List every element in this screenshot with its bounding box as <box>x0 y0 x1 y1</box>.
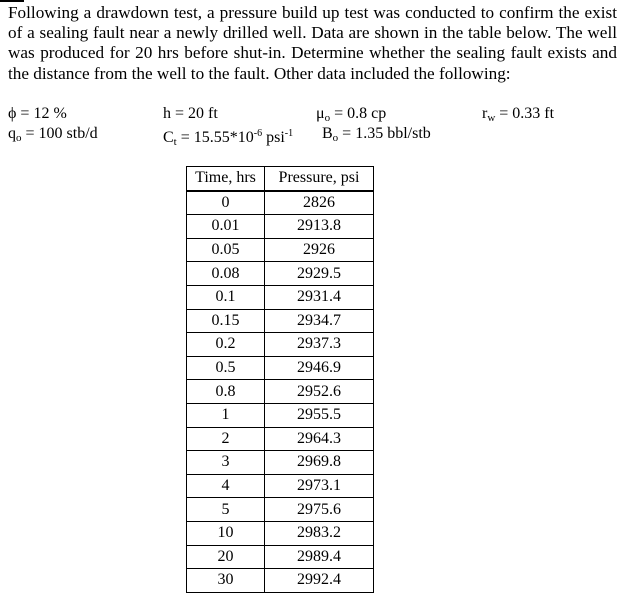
pressure-cell: 2934.7 <box>265 309 374 333</box>
pressure-cell: 2926 <box>265 238 374 262</box>
table-row <box>187 285 374 309</box>
table-row <box>187 262 374 286</box>
table-row <box>187 215 374 239</box>
pressure-cell: 2969.8 <box>265 451 374 475</box>
compressibility-value: $C_t = 15.55*10^{-6}$ psi$^{-1}$ <box>163 128 294 148</box>
pressure-cell: 2952.6 <box>265 380 374 404</box>
problem-statement: Following a drawdown test, a pressure build up test was conducted to confirm the exist of a sealing fault near a newly drilled well. Data are shown in the table below. The well was produced for 20 hrs before shut-in. Determine whether the sealing fault exists and the distance from the well to the fault. Other data included the following: <box>8 3 617 83</box>
time-cell: 0.5 <box>187 356 265 380</box>
top-rule <box>0 0 24 2</box>
time-cell: 4 <box>187 474 265 498</box>
porosity-value: ϕ = 12 % <box>8 105 67 122</box>
time-cell: 30 <box>187 569 265 593</box>
viscosity-value: $\mu_o = 0.8$ cp <box>316 105 387 124</box>
pressure-cell: 2937.3 <box>265 333 374 357</box>
pressure-cell: 2913.8 <box>265 215 374 239</box>
time-cell: 10 <box>187 521 265 545</box>
pressure-cell: 2929.5 <box>265 262 374 286</box>
table-row <box>187 474 374 498</box>
table-row <box>187 403 374 427</box>
thickness-value: h = 20 ft <box>163 105 218 122</box>
time-cell: 0.1 <box>187 285 265 309</box>
time-header: Time, hrs <box>187 167 265 191</box>
pressure-cell: 2989.4 <box>265 545 374 569</box>
time-cell: 3 <box>187 451 265 475</box>
pressure-cell: 2975.6 <box>265 498 374 522</box>
table-row <box>187 451 374 475</box>
pressure-data-table <box>186 166 374 593</box>
pressure-cell: 2964.3 <box>265 427 374 451</box>
time-cell: 5 <box>187 498 265 522</box>
time-cell: 0.08 <box>187 262 265 286</box>
pressure-cell: 2983.2 <box>265 521 374 545</box>
table-row <box>187 356 374 380</box>
time-cell: 0.8 <box>187 380 265 404</box>
pressure-cell: 2946.9 <box>265 356 374 380</box>
table-row <box>187 191 374 215</box>
pressure-cell: 2973.1 <box>265 474 374 498</box>
table-row <box>187 569 374 593</box>
pressure-cell: 2931.4 <box>265 285 374 309</box>
table-header-row <box>187 167 374 191</box>
table-row <box>187 333 374 357</box>
table-row <box>187 521 374 545</box>
pressure-cell: 2955.5 <box>265 403 374 427</box>
pressure-cell: 2826 <box>265 191 374 215</box>
table-row <box>187 427 374 451</box>
table-row <box>187 309 374 333</box>
pressure-cell: 2992.4 <box>265 569 374 593</box>
table-row <box>187 545 374 569</box>
fvf-value: $B_o = 1.35$ bbl/stb <box>322 125 431 144</box>
time-cell: 0.01 <box>187 215 265 239</box>
table-row <box>187 498 374 522</box>
time-cell: 1 <box>187 403 265 427</box>
table-row <box>187 238 374 262</box>
table-row <box>187 380 374 404</box>
wellbore-radius-value: $r_w = 0.33$ ft <box>482 105 555 124</box>
time-cell: 2 <box>187 427 265 451</box>
time-cell: 0.2 <box>187 333 265 357</box>
time-cell: 0.15 <box>187 309 265 333</box>
flow-rate-value: $q_o = 100$ stb/d <box>8 125 98 144</box>
time-cell: 20 <box>187 545 265 569</box>
time-cell: 0.05 <box>187 238 265 262</box>
time-cell: 0 <box>187 191 265 215</box>
pressure-header: Pressure, psi <box>265 167 374 191</box>
